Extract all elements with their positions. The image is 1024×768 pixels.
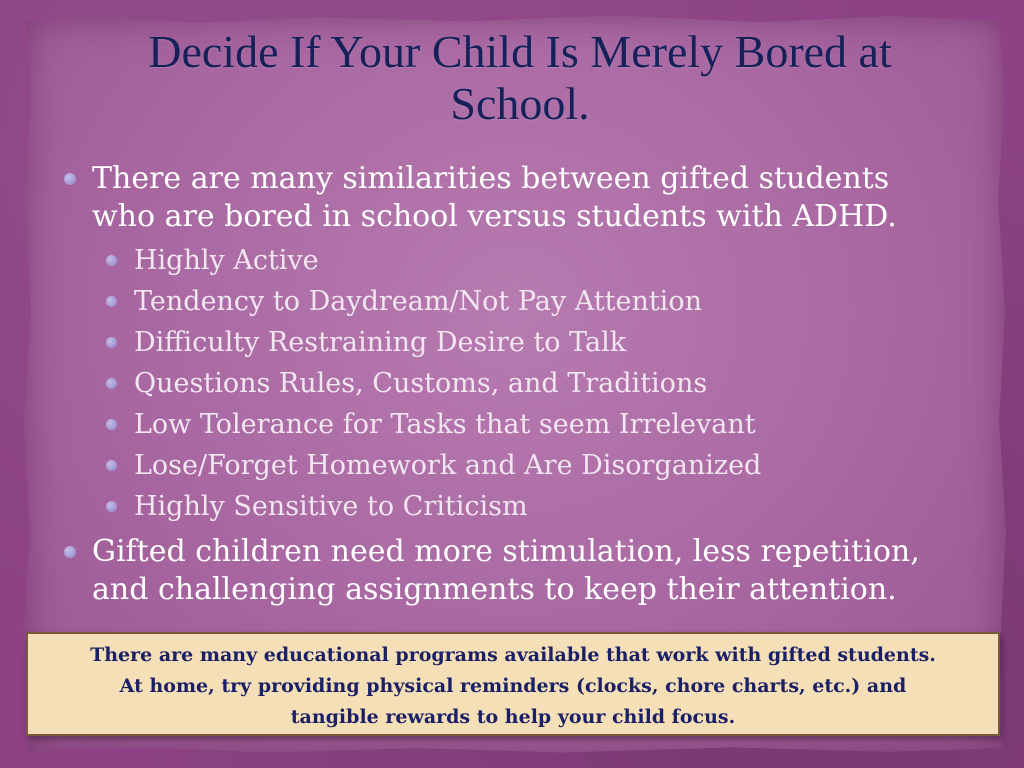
sub-bullet-list [92,240,962,527]
bullet-2-line-1: Gifted children need more stimulation, less repetition, [92,534,920,569]
sub-item-homework [92,445,962,486]
sub-item-tolerance [92,404,962,445]
sub-item-label: Questions Rules, Customs, and Traditions [134,368,708,399]
bullet-2-line-2: and challenging assignments to keep their attention. [92,572,897,607]
slide-title [60,26,980,130]
sub-item-rules [92,363,962,404]
sub-item-criticism [92,486,962,527]
callout-line-1: There are many educational programs available that work with gifted students. [90,644,936,666]
callout-line-2: At home, try providing physical reminders (clocks, chore charts, etc.) and [119,675,907,697]
slide-content [62,160,962,615]
circle-bullet-icon [106,460,117,471]
sub-item-label: Highly Active [134,245,319,276]
title-line-2: School. [450,78,590,129]
bullet-item-1 [62,160,962,527]
circle-bullet-icon [106,501,117,512]
bullet-1-line-2: who are bored in school versus students with ADHD. [92,199,897,234]
sub-item-label: Highly Sensitive to Criticism [134,491,528,522]
sub-item-label: Difficulty Restraining Desire to Talk [134,327,627,358]
circle-bullet-icon [106,419,117,430]
circle-bullet-icon [64,546,76,558]
bullet-item-2 [62,533,962,609]
callout-box [26,632,1000,736]
circle-bullet-icon [106,378,117,389]
sub-item-label: Low Tolerance for Tasks that seem Irrelevant [134,409,756,440]
circle-bullet-icon [106,296,117,307]
sub-item-label: Lose/Forget Homework and Are Disorganized [134,450,762,481]
title-line-1: Decide If Your Child Is Merely Bored at [148,26,892,77]
sub-item-label: Tendency to Daydream/Not Pay Attention [134,286,702,317]
circle-bullet-icon [106,337,117,348]
circle-bullet-icon [106,255,117,266]
sub-item-daydream [92,281,962,322]
sub-item-highly-active [92,240,962,281]
bullet-list [62,160,962,609]
callout-line-3: tangible rewards to help your child focus. [290,706,736,728]
sub-item-talk [92,322,962,363]
bullet-1-line-1: There are many similarities between gifted students [92,161,890,196]
circle-bullet-icon [64,173,76,185]
